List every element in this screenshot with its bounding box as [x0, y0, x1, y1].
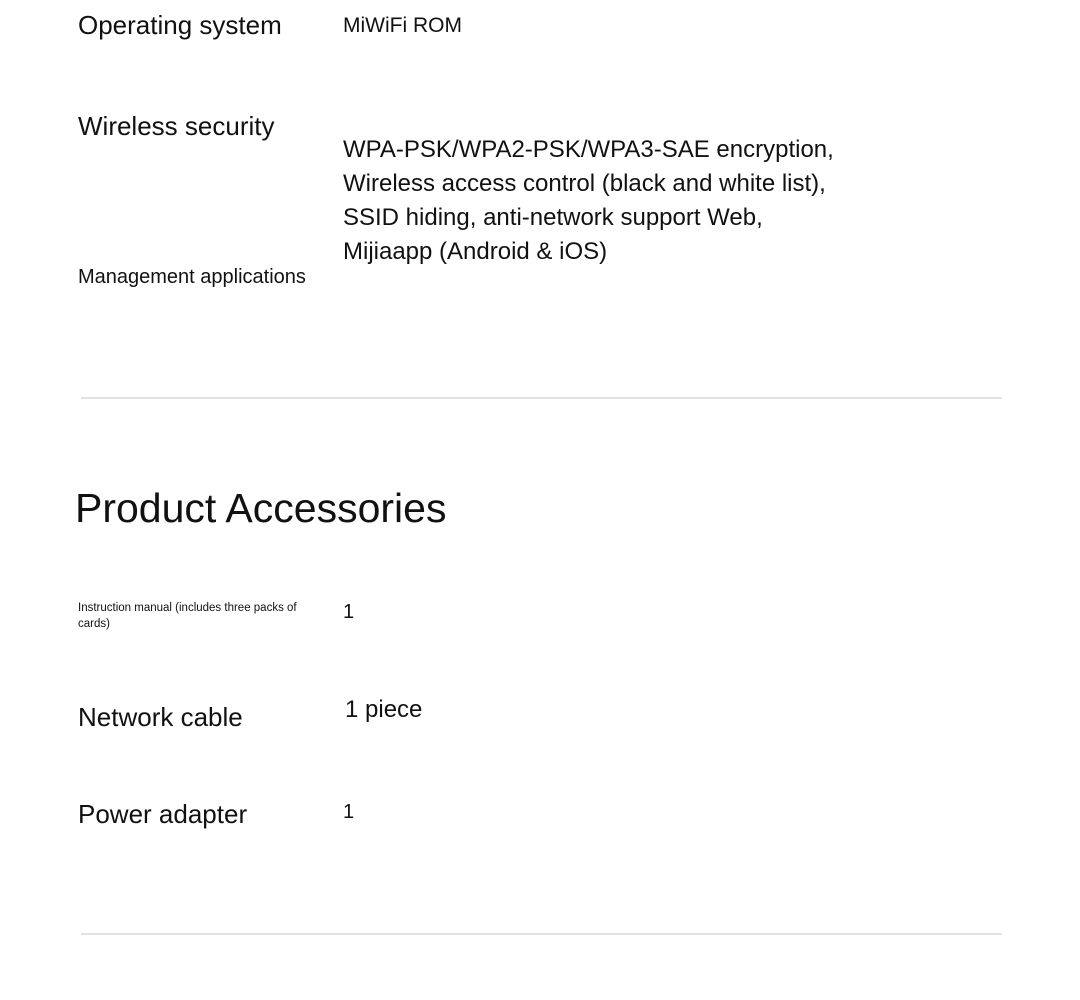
wireless-security-line: Wireless access control (black and white list),: [343, 170, 826, 197]
management-applications-label: Management applications: [78, 266, 306, 288]
accessory-qty-network-cable: 1 piece: [345, 696, 423, 723]
accessory-qty-instruction-manual: 1: [343, 601, 355, 623]
section-divider: [81, 397, 1002, 399]
accessory-label-power-adapter: Power adapter: [78, 799, 248, 829]
operating-system-label: Operating system: [78, 10, 282, 40]
accessory-qty-power-adapter: 1: [343, 801, 355, 823]
section-divider: [81, 933, 1002, 935]
operating-system-value: MiWiFi ROM: [343, 14, 462, 37]
wireless-security-label: Wireless security: [78, 111, 275, 141]
wireless-security-line: Mijiaapp (Android & iOS): [343, 238, 608, 265]
wireless-security-line: SSID hiding, anti-network support Web,: [343, 204, 763, 231]
accessory-label-network-cable: Network cable: [78, 702, 243, 732]
wireless-security-line: WPA-PSK/WPA2-PSK/WPA3-SAE encryption,: [343, 136, 834, 163]
section-heading: Product Accessories: [75, 485, 447, 531]
wireless-security-value: [343, 133, 834, 269]
accessory-label-instruction-manual: Instruction manual (includes three packs of cards): [78, 602, 297, 630]
